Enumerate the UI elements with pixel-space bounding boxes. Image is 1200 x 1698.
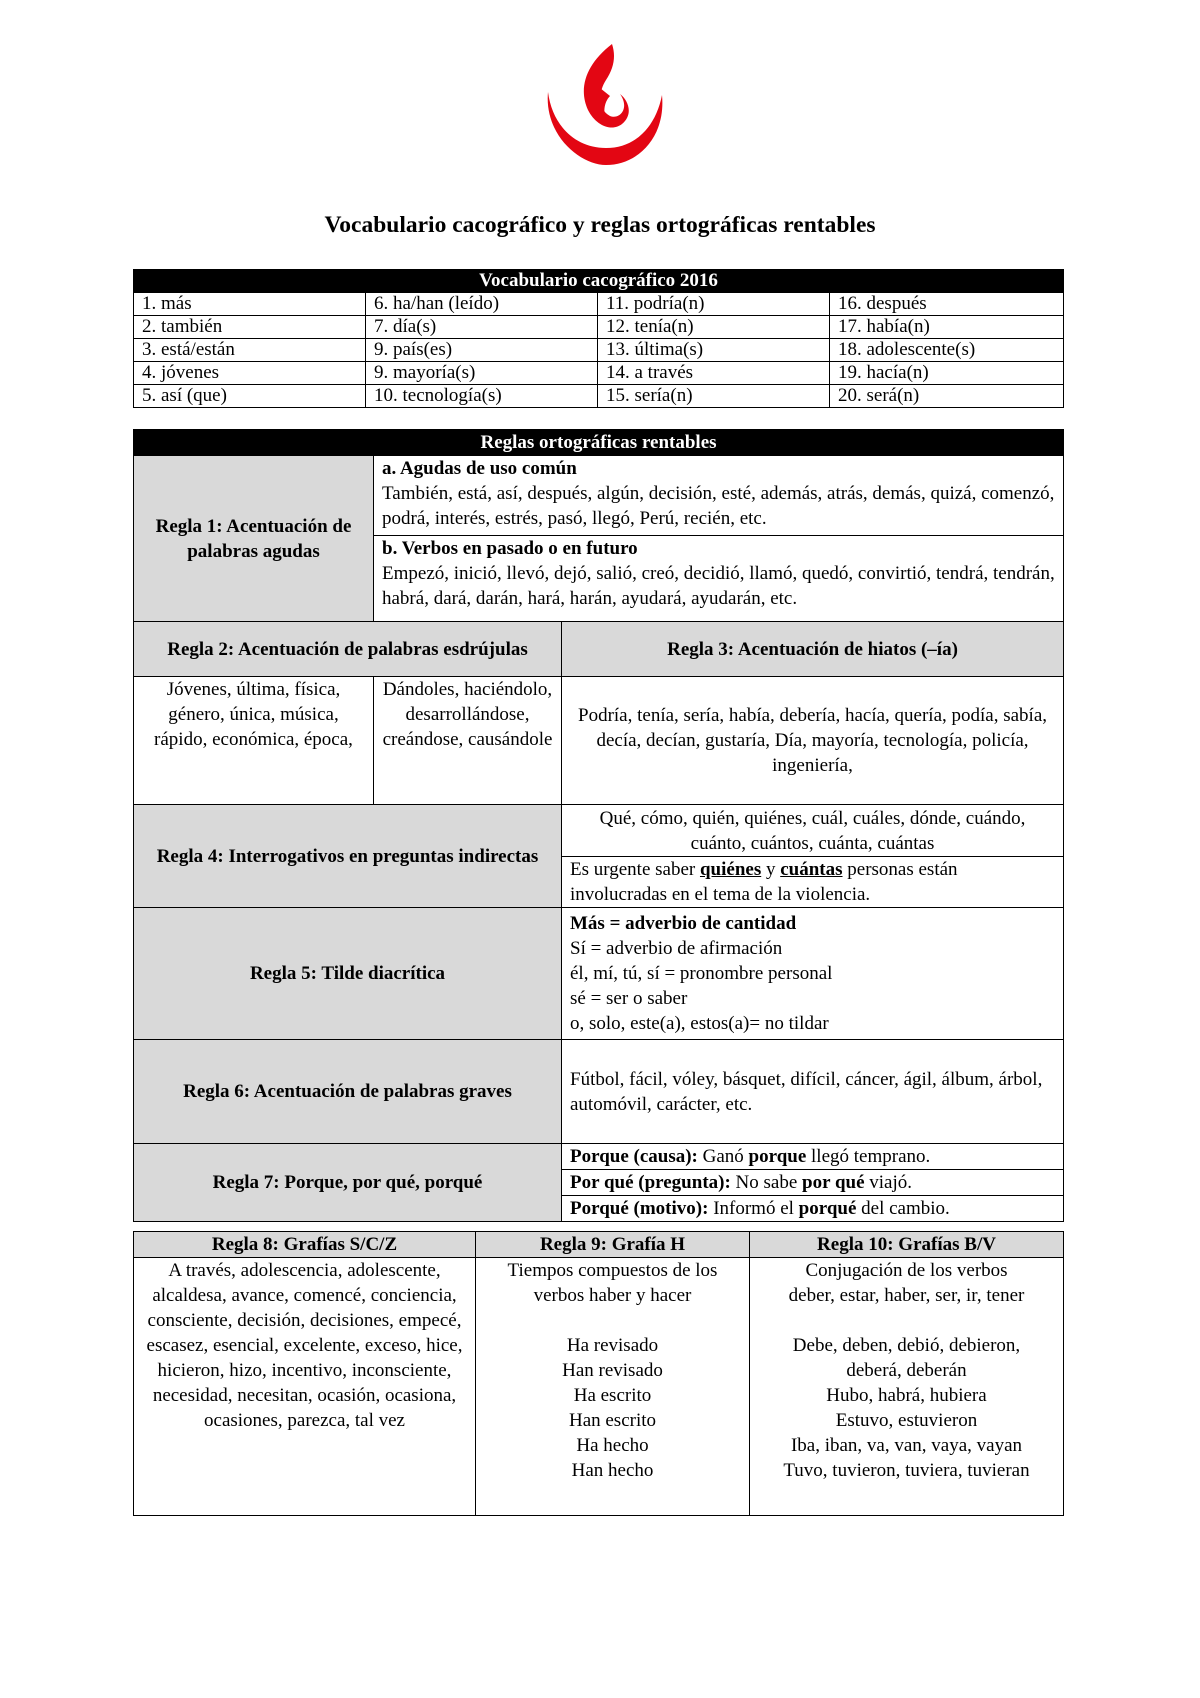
vocab-cell: 13. última(s) — [598, 339, 830, 362]
vocab-cell: 3. está/están — [134, 339, 366, 362]
rule-7-title: Regla 7: Porque, por qué, porqué — [134, 1144, 562, 1222]
vocab-cell: 19. hacía(n) — [830, 362, 1064, 385]
rule-7-text: viajó. — [864, 1172, 913, 1193]
vocab-header: Vocabulario cacográfico 2016 — [134, 270, 1064, 293]
rule-5-line: o, solo, este(a), estos(a)= no tildar — [570, 1013, 829, 1034]
vocab-cell: 18. adolescente(s) — [830, 339, 1064, 362]
rule-8-title: Regla 8: Grafías S/C/Z — [134, 1232, 476, 1258]
rule-9-line: Han revisado — [562, 1360, 663, 1381]
rule-7-text: del cambio. — [856, 1198, 950, 1219]
spacer — [758, 1308, 1055, 1333]
rule-7-text: No sabe — [730, 1172, 803, 1193]
rule-7-text: Informó el — [708, 1198, 799, 1219]
rule-4-ex-pre: Es urgente saber — [570, 859, 700, 880]
rule-10-line: Hubo, habrá, hubiera — [826, 1385, 987, 1406]
rule-7-label: Porqué (motivo): — [570, 1198, 709, 1219]
rule-9-line: Ha escrito — [573, 1385, 652, 1406]
rule-4-title: Regla 4: Interrogativos en preguntas indirectas — [134, 805, 562, 908]
rule-6-title: Regla 6: Acentuación de palabras graves — [134, 1040, 562, 1144]
vocab-table — [133, 269, 1064, 408]
rule-7-line-1 — [562, 1144, 1064, 1170]
vocab-cell: 9. mayoría(s) — [366, 362, 598, 385]
rule-5-line: sé = ser o saber — [570, 988, 688, 1009]
rule-7-line-2 — [562, 1170, 1064, 1196]
vocab-cell: 16. después — [830, 293, 1064, 316]
rule-10-line: Conjugación de los verbos — [805, 1260, 1008, 1281]
rules-8-10-table — [133, 1231, 1064, 1516]
rule-9-line: Han escrito — [568, 1410, 657, 1431]
rule-7-word: porqué — [798, 1198, 857, 1219]
rule-2-col1: Jóvenes, última, física, género, única, música, rápido, económica, época, — [134, 677, 374, 805]
flame-logo-icon — [540, 40, 670, 170]
rule-10-line: Tuvo, tuvieron, tuviera, tuvieran — [783, 1460, 1030, 1481]
rule-1-part-b — [374, 536, 1064, 622]
vocab-cell: 12. tenía(n) — [598, 316, 830, 339]
rules-header: Reglas ortográficas rentables — [134, 430, 1064, 456]
vocab-cell: 17. había(n) — [830, 316, 1064, 339]
rule-4-ex-word2: cuántas — [780, 859, 843, 880]
vocab-cell: 4. jóvenes — [134, 362, 366, 385]
vocab-cell: 6. ha/han (leído) — [366, 293, 598, 316]
rule-9-line: verbos haber y hacer — [533, 1285, 692, 1306]
rule-10-line: Debe, deben, debió, debieron, — [792, 1335, 1021, 1356]
vocab-cell: 7. día(s) — [366, 316, 598, 339]
rule-7-text: llegó temprano. — [806, 1146, 931, 1167]
rule-5-text — [562, 908, 1064, 1040]
rules-table — [133, 429, 1064, 1222]
vocab-cell: 5. así (que) — [134, 385, 366, 408]
rule-2-title: Regla 2: Acentuación de palabras esdrújulas — [134, 622, 562, 677]
rule-4-list: Qué, cómo, quién, quiénes, cuál, cuáles, dónde, cuándo, cuánto, cuántos, cuánta, cuántas — [562, 805, 1064, 857]
rule-9-line: Ha hecho — [576, 1435, 649, 1456]
rule-4-ex-post: personas están involucradas en el tema de la violencia. — [570, 859, 958, 905]
rule-9-line: Han hecho — [571, 1460, 654, 1481]
rule-4-ex-mid: y — [761, 859, 781, 880]
rule-4-example — [562, 857, 1064, 908]
rule-3-text: Podría, tenía, sería, había, debería, hacía, quería, podía, sabía, decía, decían, gustaría, Día, mayoría, tecnología, policía, ingeniería, — [562, 677, 1064, 805]
rule-7-label: Por qué (pregunta): — [570, 1172, 731, 1193]
rule-10-line: deberá, deberán — [846, 1360, 967, 1381]
rule-9-title: Regla 9: Grafía H — [476, 1232, 750, 1258]
rule-9-line: Tiempos compuestos de los — [507, 1260, 718, 1281]
rule-7-word: por qué — [802, 1172, 865, 1193]
document-title: Vocabulario cacográfico y reglas ortográficas rentables — [324, 212, 876, 238]
rule-10-line: Estuvo, estuvieron — [835, 1410, 978, 1431]
rule-9-text — [476, 1258, 750, 1516]
vocab-cell: 2. también — [134, 316, 366, 339]
rule-10-line: deber, estar, haber, ser, ir, tener — [788, 1285, 1025, 1306]
rule-5-line: él, mí, tú, sí = pronombre personal — [570, 963, 833, 984]
rule-1-a-heading: a. Agudas de uso común — [382, 458, 577, 479]
vocab-cell: 20. será(n) — [830, 385, 1064, 408]
rule-7-text: Ganó — [697, 1146, 749, 1167]
vocab-cell: 9. país(es) — [366, 339, 598, 362]
rule-1-title: Regla 1: Acentuación de palabras agudas — [134, 456, 374, 622]
vocab-cell: 15. sería(n) — [598, 385, 830, 408]
rule-1-part-a — [374, 456, 1064, 536]
rule-1-b-heading: b. Verbos en pasado o en futuro — [382, 538, 638, 559]
rule-10-title: Regla 10: Grafías B/V — [750, 1232, 1064, 1258]
vocab-cell: 10. tecnología(s) — [366, 385, 598, 408]
rule-2-col2: Dándoles, haciéndolo, desarrollándose, creándose, causándole — [374, 677, 562, 805]
rule-7-label: Porque (causa): — [570, 1146, 698, 1167]
spacer — [484, 1308, 741, 1333]
vocab-cell: 14. a través — [598, 362, 830, 385]
rule-7-line-3 — [562, 1196, 1064, 1222]
rule-10-text — [750, 1258, 1064, 1516]
vocab-cell: 1. más — [134, 293, 366, 316]
vocab-cell: 11. podría(n) — [598, 293, 830, 316]
rule-8-text: A través, adolescencia, adolescente, alcaldesa, avance, comencé, conciencia, consciente, decisión, decisiones, empecé, escasez, esencial, excelente, exceso, hice, hicieron, hizo, incentivo, inconsciente, necesidad, necesitan, ocasión, ocasiona, ocasiones, parezca, tal vez — [134, 1258, 476, 1516]
rule-9-line: Ha revisado — [566, 1335, 659, 1356]
rule-4-ex-word1: quiénes — [699, 859, 762, 880]
rule-5-line: Sí = adverbio de afirmación — [570, 938, 783, 959]
rule-1-b-text: Empezó, inició, llevó, dejó, salió, creó, decidió, llamó, quedó, convirtió, tendrá, tendrán, habrá, dará, darán, hará, harán, ayudará, ayudarán, etc. — [382, 563, 1055, 609]
rule-6-text: Fútbol, fácil, vóley, básquet, difícil, cáncer, ágil, álbum, árbol, automóvil, carácter, etc. — [562, 1040, 1064, 1144]
rule-5-title: Regla 5: Tilde diacrítica — [134, 908, 562, 1040]
rule-7-word: porque — [748, 1146, 807, 1167]
rule-10-line: Iba, iban, va, van, vaya, vayan — [790, 1435, 1023, 1456]
rule-5-line: Más = adverbio de cantidad — [570, 913, 797, 934]
rule-1-a-text: También, está, así, después, algún, decisión, esté, además, atrás, demás, quizá, comenzó, podrá, interés, estrés, pasó, llegó, Perú, recién, etc. — [382, 483, 1055, 529]
rule-3-title: Regla 3: Acentuación de hiatos (–ía) — [562, 622, 1064, 677]
